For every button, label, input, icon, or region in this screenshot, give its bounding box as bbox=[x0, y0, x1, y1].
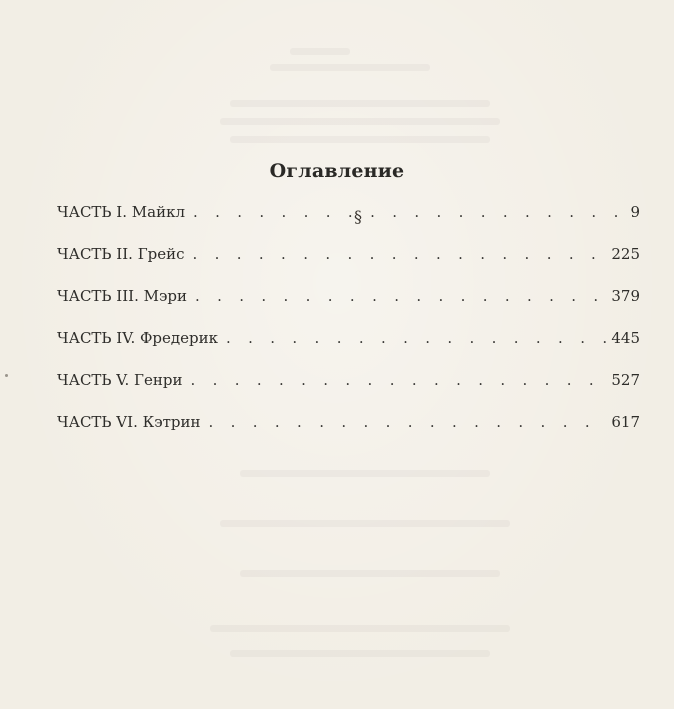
show-through-line bbox=[240, 470, 490, 477]
toc-entry-page: 379 bbox=[611, 287, 640, 305]
dot-leader bbox=[193, 203, 626, 221]
toc-entry-page: 225 bbox=[611, 245, 640, 263]
toc-entry-label: ЧАСТЬ I. Майкл bbox=[57, 203, 185, 221]
show-through-line bbox=[230, 100, 490, 107]
margin-speck bbox=[5, 374, 8, 377]
toc-entry[interactable] bbox=[57, 245, 640, 287]
show-through-line bbox=[220, 118, 500, 125]
dot-leader bbox=[226, 329, 607, 347]
dot-leader bbox=[193, 245, 608, 263]
show-through-line bbox=[230, 136, 490, 143]
toc-entry-label: ЧАСТЬ II. Грейс bbox=[57, 245, 185, 263]
toc-entry[interactable] bbox=[57, 329, 640, 371]
toc-entry[interactable] bbox=[57, 371, 640, 413]
toc-entry[interactable] bbox=[57, 203, 640, 245]
toc-title: Оглавление bbox=[269, 160, 405, 182]
toc-entry[interactable] bbox=[57, 287, 640, 329]
toc-entry-label: ЧАСТЬ V. Генри bbox=[57, 371, 183, 389]
toc-entry-label: ЧАСТЬ VI. Кэтрин bbox=[57, 413, 201, 431]
toc-entry-page: 445 bbox=[611, 329, 640, 347]
ink-blot: § bbox=[354, 207, 362, 226]
show-through-line bbox=[230, 650, 490, 657]
show-through-line bbox=[240, 570, 500, 577]
toc-list bbox=[57, 203, 640, 455]
toc-entry[interactable] bbox=[57, 413, 640, 455]
toc-entry-label: ЧАСТЬ IV. Фредерик bbox=[57, 329, 219, 347]
show-through-line bbox=[290, 48, 350, 55]
toc-entry-label: ЧАСТЬ III. Мэри bbox=[57, 287, 187, 305]
show-through-line bbox=[270, 64, 430, 71]
show-through-line bbox=[220, 520, 510, 527]
toc-entry-page: 9 bbox=[630, 203, 640, 221]
toc-entry-page: 617 bbox=[611, 413, 640, 431]
dot-leader bbox=[190, 371, 607, 389]
toc-entry-page: 527 bbox=[611, 371, 640, 389]
show-through-line bbox=[210, 625, 510, 632]
dot-leader bbox=[209, 413, 608, 431]
dot-leader bbox=[195, 287, 607, 305]
